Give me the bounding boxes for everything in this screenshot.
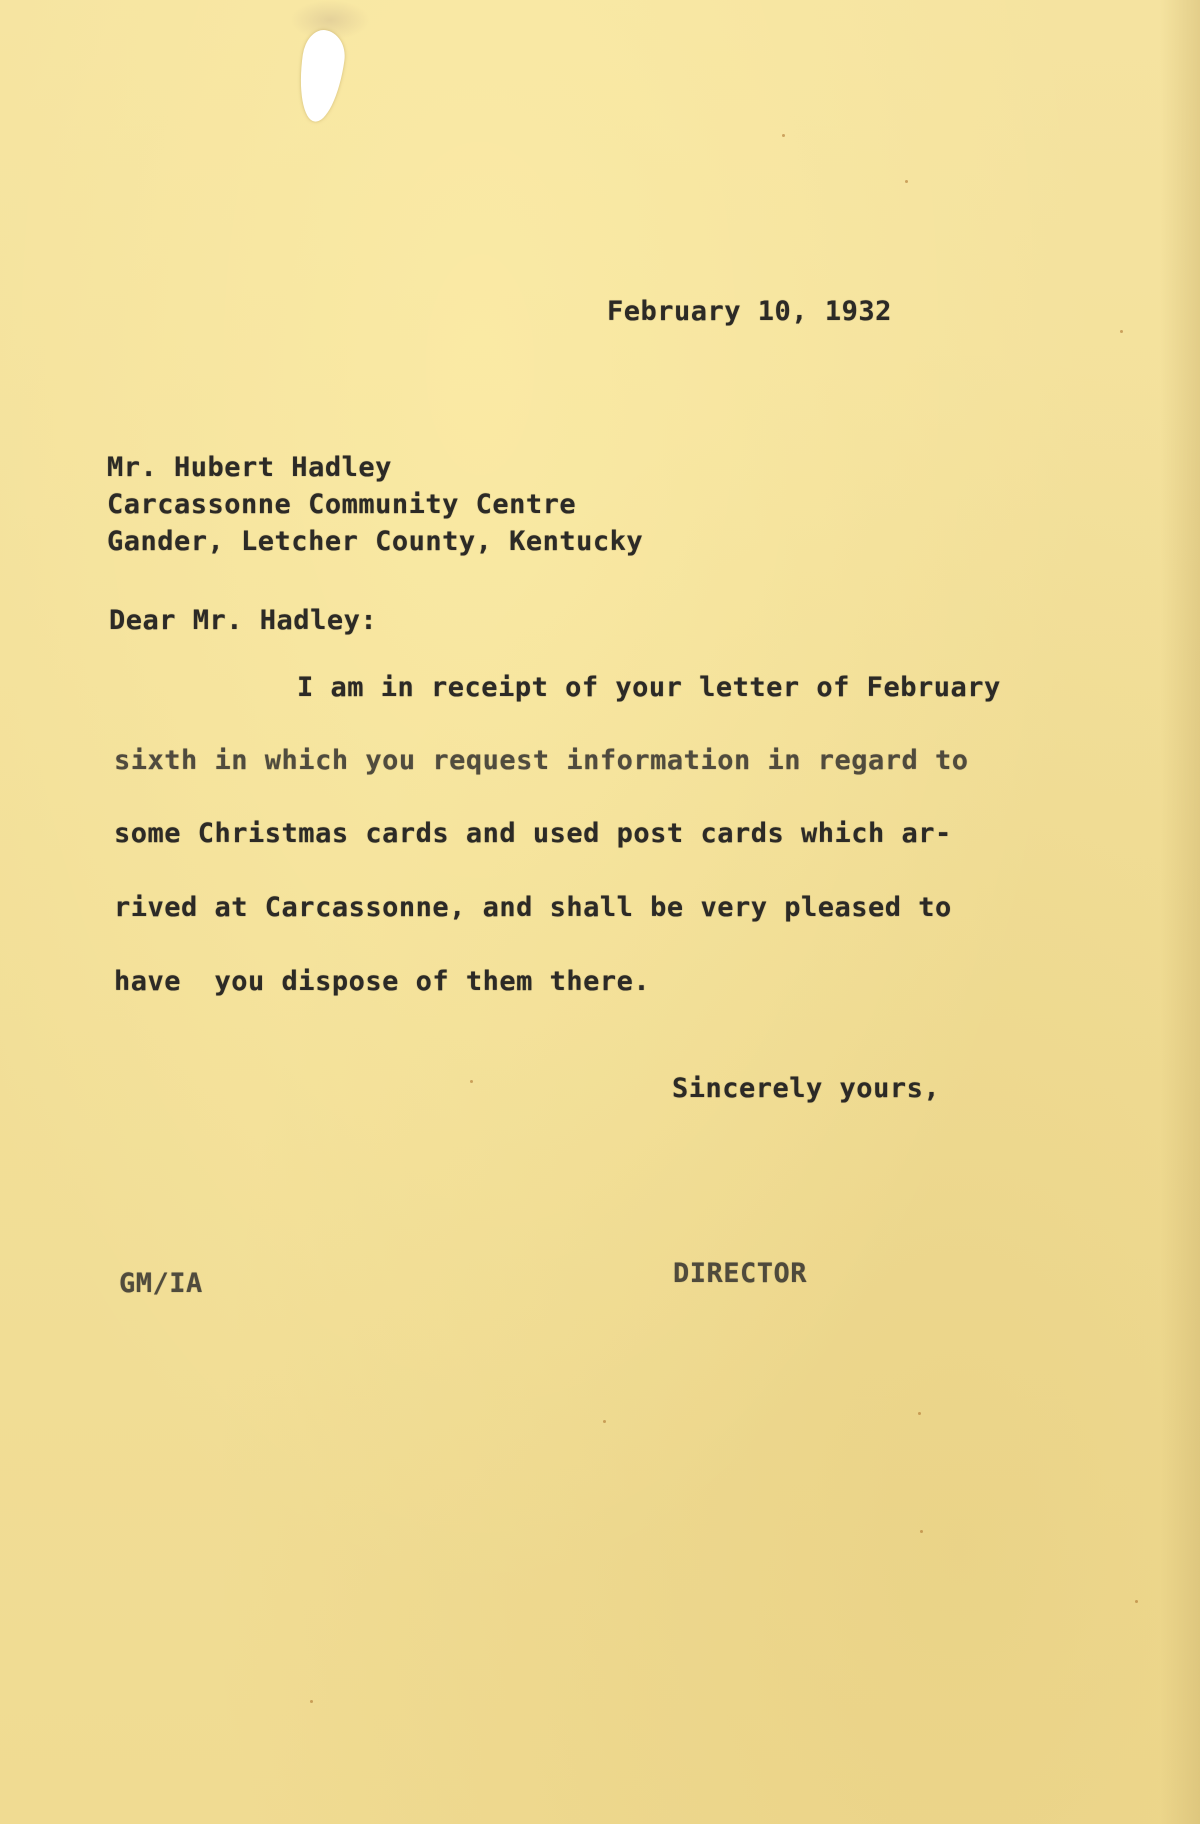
paper-fleck (1120, 330, 1123, 333)
recipient-name: Mr. Hubert Hadley (107, 452, 392, 483)
paper-fleck (1135, 1600, 1138, 1603)
salutation: Dear Mr. Hadley: (109, 605, 378, 636)
body-line: sixth in which you request information in regard to (114, 745, 969, 776)
letter-date: February 10, 1932 (607, 296, 892, 327)
torn-hole (294, 28, 348, 125)
paper-fleck (310, 1700, 313, 1703)
paper-fleck (918, 1412, 921, 1415)
closing: Sincerely yours, (672, 1073, 941, 1104)
paper-fleck (470, 1080, 473, 1083)
recipient-organization: Carcassonne Community Centre (107, 489, 577, 520)
body-line: some Christmas cards and used post cards which ar- (114, 818, 952, 849)
paper-edge-shading (1160, 0, 1200, 1824)
body-line: rived at Carcassonne, and shall be very pleased to (114, 892, 952, 923)
reference-initials: GM/IA (119, 1268, 203, 1299)
paper-fleck (782, 134, 785, 137)
paper-fleck (603, 1420, 606, 1423)
paper-fleck (920, 1530, 923, 1533)
recipient-address: Gander, Letcher County, Kentucky (107, 526, 644, 557)
body-line: I am in receipt of your letter of February (297, 672, 1001, 703)
paper-fleck (905, 180, 908, 183)
signature-title: DIRECTOR (673, 1258, 808, 1289)
body-line: have you dispose of them there. (114, 966, 651, 997)
